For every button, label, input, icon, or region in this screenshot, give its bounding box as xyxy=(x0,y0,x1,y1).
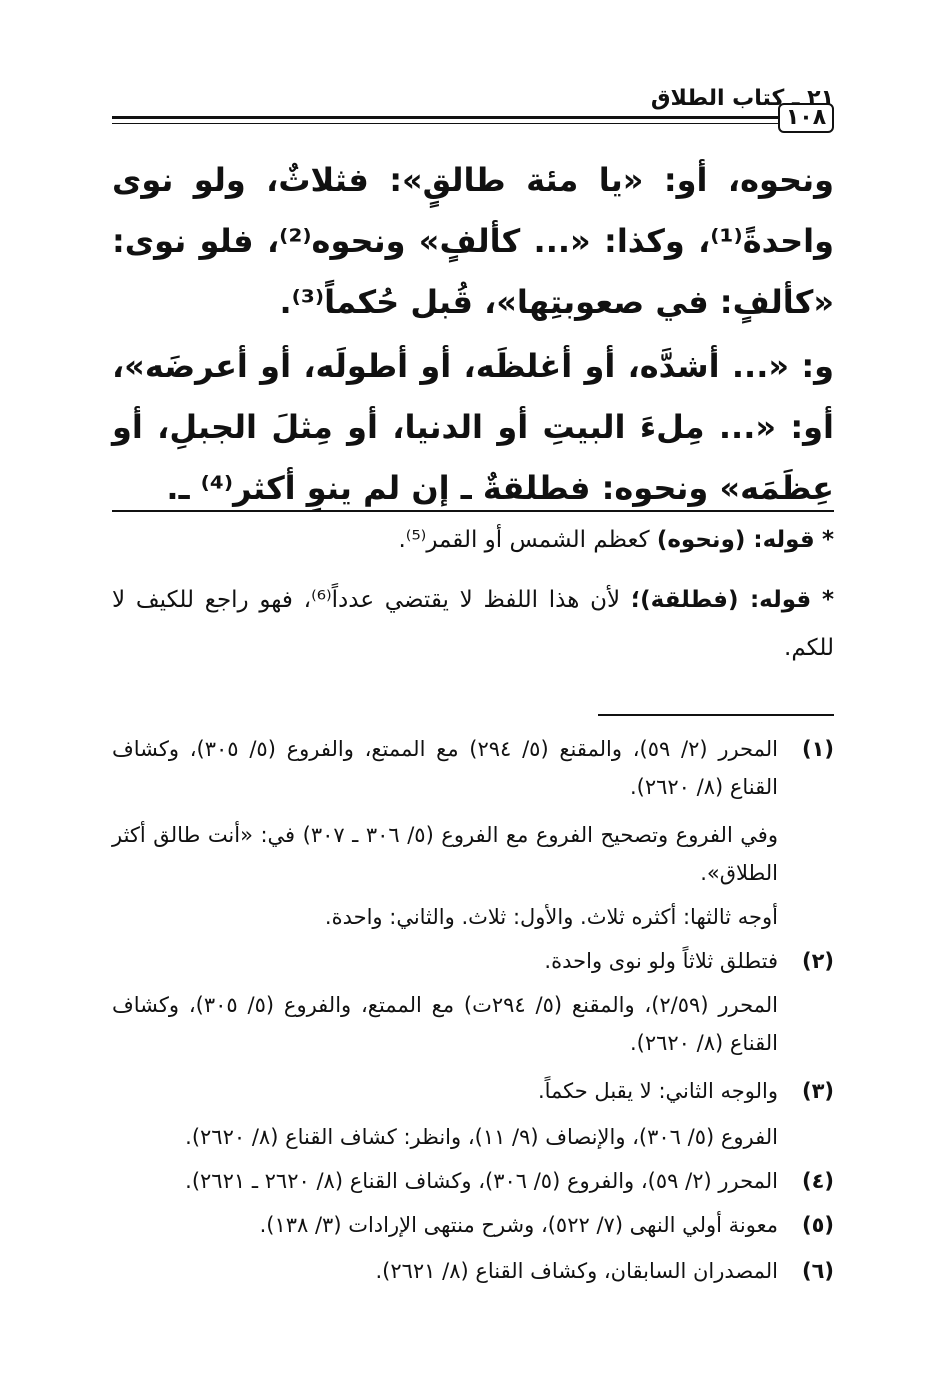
commentary-1 xyxy=(112,516,834,564)
footnote-line: معونة أولي النهى (٧/ ٥٢٢)، وشرح منتهى الإرادات (٣/ ١٣٨). xyxy=(259,1213,778,1237)
footnote-number: (٣) xyxy=(801,1079,834,1103)
footnote-separator xyxy=(598,714,834,716)
footnote-number: (٦) xyxy=(801,1259,834,1283)
commentary-text: لأن هذا اللفظ لا يقتضي عدداً⁽⁶⁾، فهو راجع للكيف لا للكم. xyxy=(112,587,834,661)
footnote-1-line-3: أوجه ثالثها: أكثره ثلاث. والأول: ثلاث. والثاني: واحدة. xyxy=(324,905,778,929)
footnote-2 xyxy=(112,942,834,980)
footnote-4 xyxy=(112,1162,834,1200)
main-paragraph-1: ونحوه، أو: «يا مئة طالقٍ»: فثلاثٌ، ولو نوى واحدةً⁽¹⁾، وكذا: «... كألفٍ» ونحوه⁽²⁾، فلو نوى: «كألفٍ: في صعوبتِها»، قُبل حُكماً⁽³⁾. xyxy=(112,161,834,321)
footnote-line: فتطلق ثلاثاً ولو نوى واحدة. xyxy=(544,949,778,973)
commentary-2 xyxy=(112,576,834,672)
footnote-number: (٢) xyxy=(801,949,834,973)
footnote-line: المحرر (٢/ ٥٩)، والفروع (٥/ ٣٠٦)، وكشاف القناع (٨/ ٢٦٢٠ ـ ٢٦٢١). xyxy=(185,1169,778,1193)
running-title: ٢١ ـ كتاب الطلاق xyxy=(650,86,834,111)
footnote-1 xyxy=(112,730,834,806)
footnote-3-line-2: الفروع (٥/ ٣٠٦)، والإنصاف (٩/ ١١)، وانظر: كشاف القناع (٨/ ٢٦٢٠). xyxy=(185,1125,778,1149)
footnote-2-line-2: المحرر (٢/٥٩)، والمقنع (٥/ ٢٩٤ت) مع الممتع، والفروع (٥/ ٣٠٥)، وكشاف القناع (٨/ ٢٦٢٠). xyxy=(112,993,778,1055)
text-separator xyxy=(112,510,834,512)
commentary-label: قوله: (ونحوه) xyxy=(656,527,815,553)
header-rule xyxy=(112,116,778,124)
footnote-number: (١) xyxy=(801,737,834,761)
footnote-line: والوجه الثاني: لا يقبل حكماً. xyxy=(537,1079,778,1103)
footnote-1-line-2: وفي الفروع وتصحيح الفروع مع الفروع (٥/ ٣٠٦ ـ ٣٠٧) في: «أنت طالق أكثر الطلاق». xyxy=(112,823,778,885)
page-number: ١٠٨ xyxy=(778,103,834,133)
commentary-marker: * xyxy=(821,587,834,613)
main-paragraph-2: و: «... أشدَّه، أو أغلظَه، أو أطولَه، أو أعرضَه»، أو: «... مِلءَ البيتِ أو الدنيا، أو مِثلَ الجبلِ، أو عِظَمَه» ونحوه: فطلقةٌ ـ إن لم ينوِ أكثر⁽⁴⁾ ـ. xyxy=(112,347,834,507)
commentary-marker: * xyxy=(821,527,834,553)
footnote-5 xyxy=(112,1206,834,1244)
footnote-number: (٥) xyxy=(801,1213,834,1237)
commentary-text: كعظم الشمس أو القمر⁽⁵⁾. xyxy=(398,527,650,553)
footnote-6 xyxy=(112,1252,834,1290)
commentary-label: قوله: (فطلقة)؛ xyxy=(630,587,812,613)
footnote-3 xyxy=(112,1072,834,1110)
footnote-line: المصدران السابقان، وكشاف القناع (٨/ ٢٦٢١). xyxy=(375,1259,778,1283)
footnote-number: (٤) xyxy=(801,1169,834,1193)
footnote-line: المحرر (٢/ ٥٩)، والمقنع (٥/ ٢٩٤) مع الممتع، والفروع (٥/ ٣٠٥)، وكشاف القناع (٨/ ٢٦٢٠). xyxy=(112,737,778,799)
